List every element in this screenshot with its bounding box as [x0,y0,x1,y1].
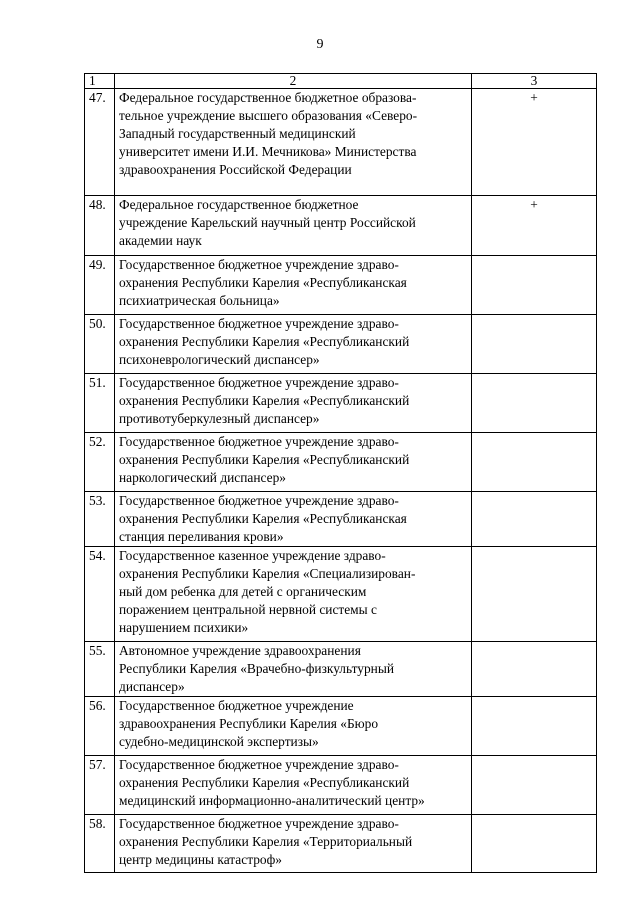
institution-name-line: охранения Республики Карелия «Территориальный [119,834,413,849]
institution-name [115,697,472,756]
institution-name-line: противотуберкулезный диспансер» [119,411,320,426]
column-header-number: 1 [85,74,115,89]
row-mark [472,374,597,433]
row-mark [472,815,597,873]
institution-name-line: охранения Республики Карелия «Республиканская [119,275,407,290]
table-row [85,547,597,642]
table-row [85,315,597,374]
table-row [85,89,597,196]
institution-name-line: Государственное казенное учреждение здраво- [119,548,386,563]
row-number: 50. [85,315,115,374]
row-number: 55. [85,642,115,697]
row-number: 49. [85,256,115,315]
institution-name [115,492,472,547]
row-number: 54. [85,547,115,642]
institution-name [115,315,472,374]
table-header-row [85,74,597,89]
row-mark [472,315,597,374]
institution-name-line: диспансер» [119,679,185,694]
row-mark [472,256,597,315]
table-row [85,697,597,756]
institution-name-line: университет имени И.И. Мечникова» Министерства [119,144,417,159]
institution-name [115,815,472,873]
institution-name-line: поражением центральной нервной системы с [119,602,377,617]
institution-name-line: охранения Республики Карелия «Республиканский [119,393,410,408]
institution-name-line: здравоохранения Республики Карелия «Бюро [119,716,379,731]
institution-name-line: охранения Республики Карелия «Республиканский [119,775,410,790]
institution-name-line: Государственное бюджетное учреждение здраво- [119,434,399,449]
row-mark [472,547,597,642]
row-number: 58. [85,815,115,873]
row-number: 52. [85,433,115,492]
institution-name [115,256,472,315]
institution-name [115,89,472,196]
row-mark: + [472,196,597,256]
table-row [85,433,597,492]
column-header-name: 2 [115,74,472,89]
table-row [85,815,597,873]
institution-name-line: Федеральное государственное бюджетное образова- [119,90,417,105]
institution-name-line: ный дом ребенка для детей с органическим [119,584,367,599]
institution-name-line: охранения Республики Карелия «Республиканская [119,511,407,526]
row-mark: + [472,89,597,196]
institution-name-line: станция переливания крови» [119,529,284,544]
table-row [85,374,597,433]
institution-name [115,756,472,815]
row-number: 56. [85,697,115,756]
row-mark [472,433,597,492]
table-body [85,89,597,873]
institutions-table [84,73,597,873]
row-number: 48. [85,196,115,256]
institution-name-line: Государственное бюджетное учреждение здраво- [119,316,399,331]
institution-name-line: тельное учреждение высшего образования «Северо- [119,108,418,123]
table-row [85,756,597,815]
institution-name-line: Государственное бюджетное учреждение [119,698,354,713]
institution-name-line: Государственное бюджетное учреждение здраво- [119,493,399,508]
institution-name-line: Государственное бюджетное учреждение здраво- [119,816,399,831]
institution-name-line: Федеральное государственное бюджетное [119,197,359,212]
institution-name-line: Государственное бюджетное учреждение здраво- [119,375,399,390]
row-mark [472,756,597,815]
table-row [85,196,597,256]
row-mark [472,492,597,547]
institution-name [115,547,472,642]
institution-name-line: Автономное учреждение здравоохранения [119,643,361,658]
row-number: 53. [85,492,115,547]
institution-name-line: охранения Республики Карелия «Специализирован- [119,566,416,581]
row-number: 57. [85,756,115,815]
institution-name-line: охранения Республики Карелия «Республиканский [119,334,410,349]
column-header-mark: 3 [472,74,597,89]
institution-name-line: Государственное бюджетное учреждение здраво- [119,257,399,272]
institution-name-line: нарушением психики» [119,620,249,635]
table-row [85,256,597,315]
institution-name-line: охранения Республики Карелия «Республиканский [119,452,410,467]
institution-name-line: академии наук [119,233,202,248]
institution-name-line: центр медицины катастроф» [119,852,282,867]
row-number: 51. [85,374,115,433]
row-mark [472,697,597,756]
institution-name-line: медицинский информационно-аналитический центр» [119,793,425,808]
institution-name-line: судебно-медицинской экспертизы» [119,734,319,749]
institution-name [115,196,472,256]
institution-name [115,374,472,433]
institution-name-line: учреждение Карельский научный центр Российской [119,215,416,230]
institution-name-line: здравоохранения Российской Федерации [119,162,352,177]
table-row [85,492,597,547]
institution-name-line: психиатрическая больница» [119,293,280,308]
institution-name [115,433,472,492]
institution-name-line: психоневрологический диспансер» [119,352,320,367]
institution-name-line: Республики Карелия «Врачебно-физкультурный [119,661,394,676]
row-mark [472,642,597,697]
institution-name-line: наркологический диспансер» [119,470,286,485]
institution-name-line: Государственное бюджетное учреждение здраво- [119,757,399,772]
row-number: 47. [85,89,115,196]
table-row [85,642,597,697]
page-number: 9 [316,37,324,52]
institution-name [115,642,472,697]
institution-name-line: Западный государственный медицинский [119,126,356,141]
